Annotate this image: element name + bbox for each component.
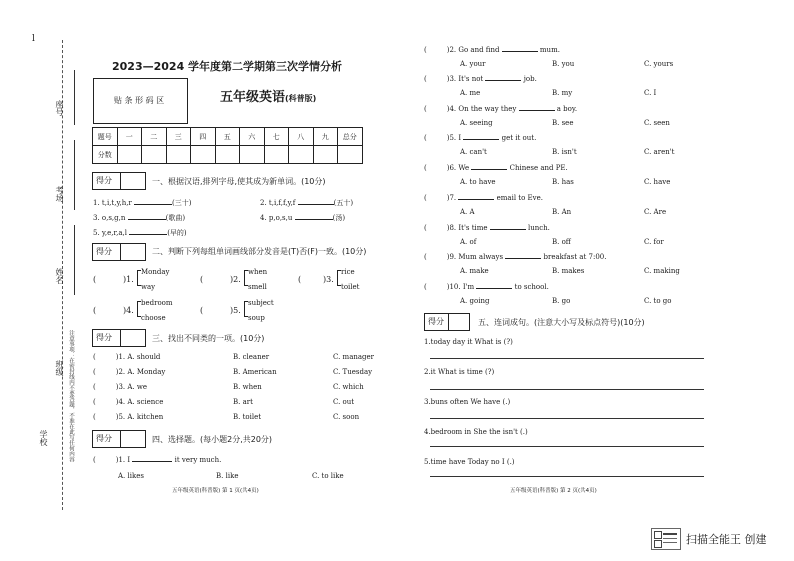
section2-heading: 二、判断下列每组单词画线部分发音是(T)否(F)一致。(10分) [152,247,367,256]
option-c: C. Are [644,208,667,216]
option-c: C. aren't [644,148,675,156]
sec4-q1-b: B. like [216,472,239,480]
question-tail: Chinese and PE. [509,164,568,172]
school-label: 学校 [39,430,48,446]
option-b: B. An [552,208,572,216]
question-stem: )2. Go and find [446,46,500,54]
scanner-logo-icon [651,528,681,550]
blank-line[interactable] [519,110,555,111]
blank-line[interactable] [490,229,526,230]
sec5-item-3: 3.buns often We have (.) [424,398,511,406]
choice-question [424,46,560,54]
blank-line[interactable] [502,51,538,52]
answer-paren[interactable]: ( [424,164,427,172]
answer-line[interactable] [430,358,704,359]
score-input-cell[interactable] [264,146,289,164]
answer-paren[interactable]: ( [424,224,427,232]
choice-question [424,134,536,142]
option-b: B. off [552,238,571,246]
score-cell: 五 [215,128,240,146]
option-a: A. A [460,208,475,216]
score-cell: 分数 [93,146,118,164]
sec3-item-4: ( )4. A. science B. art C. out [93,398,355,406]
page2-footer: 五年级英语(科普版) 第 2 页(共4页) [510,488,597,494]
choice-question [424,164,568,172]
sec5-item-5: 5.time have Today no I (.) [424,458,515,466]
question-stem: )8. It's time [446,224,488,232]
sec3-item-5: ( )5. A. kitchen B. toilet C. soon [93,413,360,421]
option-b: B. you [552,60,575,68]
score-cell: 四 [191,128,216,146]
score-input-cell[interactable] [240,146,265,164]
score-cell: 七 [264,128,289,146]
blank-line[interactable] [463,139,499,140]
score-cell: 九 [313,128,338,146]
score-cell: 题号 [93,128,118,146]
sec1-item-1: 1. t,i,t,y,h,r (三十) [93,199,192,207]
choice-question [424,224,550,232]
section3-heading: 三、找出不同类的一项。(10分) [152,334,265,343]
score-input-cell[interactable] [142,146,167,164]
option-a: A. can't [460,148,487,156]
seat-label: 座号 [55,100,64,116]
option-b: B. see [552,119,574,127]
option-c: C. for [644,238,664,246]
answer-line[interactable] [430,389,704,390]
answer-line[interactable] [430,418,704,419]
warning-text: 注意事项：在密封线内不要答题，不准在此写任何内容 [68,330,74,462]
question-tail: a boy. [556,105,578,113]
question-stem: )3. It's not [446,75,484,83]
question-stem: )5. I [446,134,462,142]
score-input-cell[interactable] [338,146,363,164]
question-tail: lunch. [528,224,550,232]
section5-heading: 五、连词成句。(注意大小写及标点符号)(10分) [478,318,645,327]
question-stem: )7. [446,194,457,202]
score-box[interactable]: 得分 [92,243,146,261]
option-b: B. my [552,89,573,97]
question-tail: mum. [539,46,560,54]
answer-paren[interactable]: ( [424,105,427,113]
score-input-cell[interactable] [191,146,216,164]
page1-footer: 五年级英语(科普版) 第 1 页(共4页) [172,488,259,494]
score-input-cell[interactable] [289,146,314,164]
question-tail: email to Eve. [496,194,543,202]
margin-mark: l [32,34,35,44]
answer-paren[interactable]: ( [424,46,427,54]
score-cell: 总分 [338,128,363,146]
choice-question [424,75,537,83]
option-b: B. go [552,297,571,305]
barcode-label: 贴 条 形 码 区 [114,96,165,105]
subject-name: 五年级英语 [220,90,286,105]
answer-paren[interactable]: ( [424,75,427,83]
score-cell: 八 [289,128,314,146]
sec1-item-3: 3. o,s,g,n (歌曲) [93,214,186,222]
sec4-q1: ( )1. I it very much. [93,456,222,464]
room-label: 考场 [55,186,64,202]
sec3-item-2: ( )2. A. Monday B. American C. Tuesday [93,368,373,376]
blank-line[interactable] [485,80,521,81]
choice-question [424,253,606,261]
score-cell: 三 [166,128,191,146]
sec3-item-1: ( )1. A. should B. cleaner C. manager [93,353,375,361]
question-stem: )6. We [446,164,470,172]
option-a: A. make [460,267,489,275]
score-box[interactable]: 得分 [92,329,146,347]
sec1-item-2: 2. t,i,f,f,y,f (五十) [260,199,354,207]
option-c: C. I [644,89,657,97]
sec5-item-1: 1.today day it What is (?) [424,338,513,346]
blank-line[interactable] [458,199,494,200]
choice-question [424,194,543,202]
answer-paren[interactable]: ( [424,134,427,142]
score-cell: 一 [117,128,142,146]
sec3-item-3: ( )3. A. we B. when C. which [93,383,364,391]
option-b: B. isn't [552,148,577,156]
answer-paren[interactable]: ( [424,194,427,202]
watermark-text: 扫描全能王 创建 [686,533,767,546]
barcode-area [93,78,188,124]
score-table [92,127,363,164]
question-stem: )10. I'm [446,283,475,291]
blank-line[interactable] [471,169,507,170]
answer-line[interactable] [430,476,704,477]
score-input-cell[interactable] [215,146,240,164]
option-a: A. me [460,89,481,97]
binding-strip [0,0,86,561]
option-a: A. of [460,238,477,246]
score-input-cell[interactable] [313,146,338,164]
sec5-item-4: 4.bedroom in She the isn't (.) [424,428,528,436]
answer-paren[interactable]: ( [424,283,427,291]
option-c: C. making [644,267,680,275]
choice-question [424,283,549,291]
question-tail: job. [523,75,537,83]
option-b: B. has [552,178,574,186]
exam-title: 2023—2024 学年度第二学期第三次学情分析 [112,60,343,73]
score-table-row [93,146,363,164]
sec5-item-2: 2.it What is time (?) [424,368,495,376]
score-cell: 六 [240,128,265,146]
subject-edition: (科普版) [285,94,317,103]
score-box[interactable]: 得分 [92,172,146,190]
question-tail: breakfast at 7:00. [543,253,607,261]
question-tail: to school. [514,283,549,291]
subject-title [220,86,316,105]
option-c: C. to go [644,297,672,305]
section4-heading: 四、选择题。(每小题2分,共20分) [152,435,273,444]
option-a: A. seeing [460,119,493,127]
score-table-header [93,128,363,146]
question-stem: )9. Mum always [446,253,504,261]
score-input-cell[interactable] [166,146,191,164]
question-tail: get it out. [501,134,537,142]
choice-question [424,105,577,113]
score-box[interactable]: 得分 [92,430,146,448]
option-c: C. seen [644,119,670,127]
section1-heading: 一、根据汉语,排列字母,使其成为新单词。(10分) [152,177,326,186]
blank-line[interactable] [476,288,512,289]
score-cell: 二 [142,128,167,146]
score-input-cell[interactable] [117,146,142,164]
name-label: 姓名 [55,268,64,284]
option-a: A. going [460,297,490,305]
sec4-q1-c: C. to like [312,472,344,480]
sec4-q1-a: A. likes [118,472,144,480]
option-c: C. have [644,178,671,186]
option-b: B. makes [552,267,585,275]
option-a: A. your [460,60,486,68]
blank-line[interactable] [505,258,541,259]
sec1-item-5: 5. y,e,r,a,l (早的) [93,229,187,237]
score-box[interactable]: 得分 [424,313,470,331]
question-stem: )4. On the way they [446,105,517,113]
sec1-item-4: 4. p,o,s,u (汤) [260,214,346,222]
option-a: A. to have [460,178,496,186]
class-label: 班级 [55,360,64,376]
answer-paren[interactable]: ( [424,253,427,261]
option-c: C. yours [644,60,674,68]
answer-line[interactable] [430,446,704,447]
